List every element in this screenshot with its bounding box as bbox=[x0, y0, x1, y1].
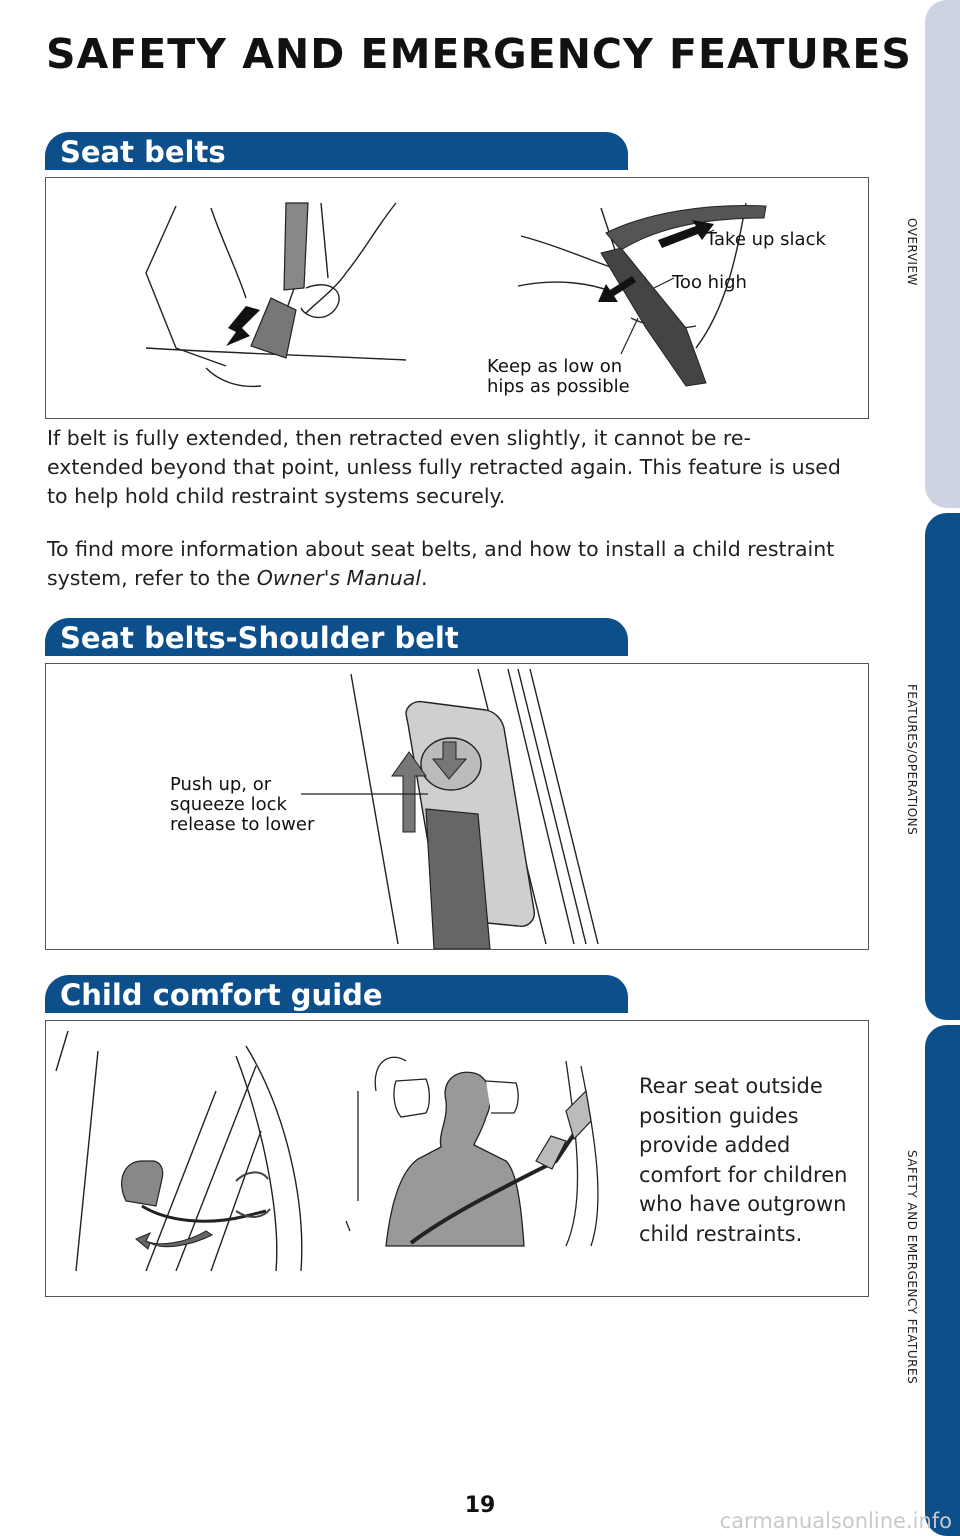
seat-belts-figure bbox=[45, 177, 869, 419]
section-header-shoulder-belt: Seat belts-Shoulder belt bbox=[45, 618, 628, 656]
tab-features-operations[interactable] bbox=[925, 513, 960, 1020]
page-title: SAFETY AND EMERGENCY FEATURES bbox=[46, 30, 912, 78]
owners-manual-reference: Owner's Manual bbox=[256, 566, 422, 590]
callout-push-up: Push up, or squeeze lock release to lower bbox=[170, 774, 315, 835]
child-comfort-figure bbox=[45, 1020, 869, 1297]
tab-label-features-operations: FEATURES/OPERATIONS bbox=[905, 684, 919, 836]
callout-too-high: Too high bbox=[672, 272, 747, 293]
tab-safety-emergency[interactable] bbox=[925, 1025, 960, 1536]
seat-belt-buckle-illustration bbox=[46, 178, 868, 418]
paragraph-2-prefix: To find more information about seat belts, and how to install a child restraint system, refer to the bbox=[47, 537, 835, 590]
watermark[interactable]: carmanualsonline.info bbox=[719, 1509, 952, 1533]
seat-belt-paragraph-2 bbox=[47, 535, 847, 593]
page-number: 19 bbox=[464, 1493, 496, 1518]
section-header-child-comfort: Child comfort guide bbox=[45, 975, 628, 1013]
shoulder-belt-figure bbox=[45, 663, 869, 950]
child-comfort-description: Rear seat outside position guides provide added comfort for children who have outgrown child restraints. bbox=[639, 1074, 848, 1246]
tab-overview[interactable] bbox=[925, 0, 960, 508]
tab-label-overview: OVERVIEW bbox=[905, 218, 919, 286]
paragraph-2-suffix: . bbox=[421, 566, 428, 590]
tab-label-safety-emergency: SAFETY AND EMERGENCY FEATURES bbox=[905, 1150, 919, 1385]
seat-belt-paragraph-1: If belt is fully extended, then retracted even slightly, it cannot be re-extended beyond that point, unless fully retracted again. This feature is used to help hold child restraint systems securely. bbox=[47, 426, 841, 508]
callout-keep-low: Keep as low on hips as possible bbox=[487, 356, 630, 397]
section-header-seat-belts: Seat belts bbox=[45, 132, 628, 170]
side-tab-strip bbox=[925, 0, 960, 1536]
callout-take-up-slack: Take up slack bbox=[706, 229, 826, 250]
